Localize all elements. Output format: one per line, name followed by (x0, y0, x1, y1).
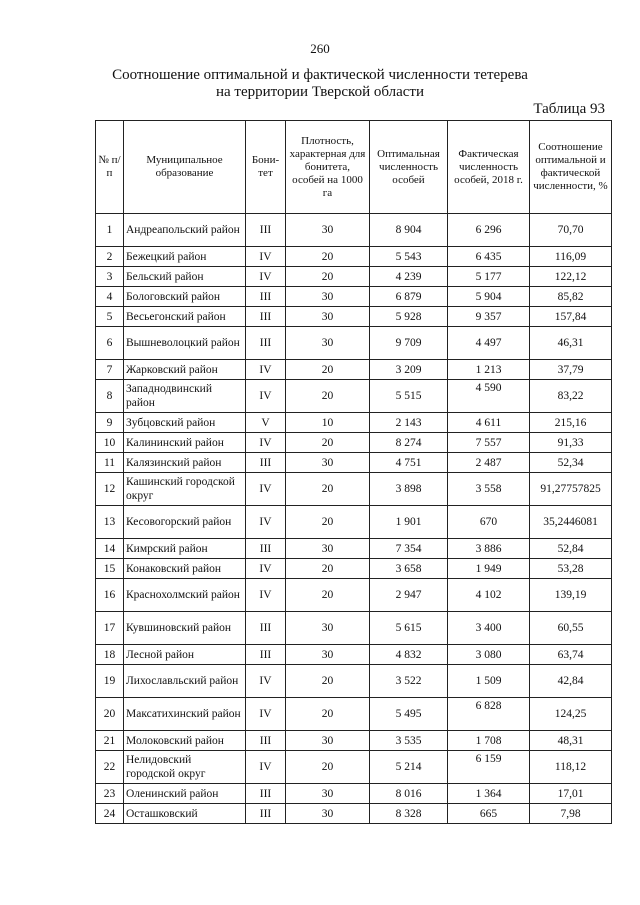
header-bonitet: Бони-тет (246, 121, 286, 214)
row-number: 2 (96, 247, 124, 267)
row-municipality: Нелидовский городской округ (124, 751, 246, 784)
table-row (96, 214, 612, 247)
row-actual: 6 828 (448, 698, 530, 731)
row-bonitet: III (246, 287, 286, 307)
row-ratio: 42,84 (530, 665, 612, 698)
header-density: Плотность, характерная для бонитета, особей на 1000 га (286, 121, 370, 214)
row-bonitet: IV (246, 360, 286, 380)
row-municipality: Весьегонский район (124, 307, 246, 327)
header-num: № п/п (96, 121, 124, 214)
row-actual: 2 487 (448, 453, 530, 473)
row-number: 21 (96, 731, 124, 751)
row-municipality: Лихославльский район (124, 665, 246, 698)
row-bonitet: IV (246, 579, 286, 612)
row-number: 19 (96, 665, 124, 698)
row-density: 20 (286, 267, 370, 287)
row-bonitet: IV (246, 559, 286, 579)
row-actual: 6 159 (448, 751, 530, 784)
row-number: 16 (96, 579, 124, 612)
row-actual: 670 (448, 506, 530, 539)
row-density: 30 (286, 784, 370, 804)
row-optimal: 3 898 (370, 473, 448, 506)
row-optimal: 7 354 (370, 539, 448, 559)
row-optimal: 4 239 (370, 267, 448, 287)
row-actual: 7 557 (448, 433, 530, 453)
table-row (96, 267, 612, 287)
row-municipality: Максатихинский район (124, 698, 246, 731)
row-optimal: 8 274 (370, 433, 448, 453)
row-density: 10 (286, 413, 370, 433)
row-ratio: 37,79 (530, 360, 612, 380)
row-ratio: 70,70 (530, 214, 612, 247)
row-ratio: 118,12 (530, 751, 612, 784)
page-number: 260 (310, 41, 330, 56)
row-optimal: 5 515 (370, 380, 448, 413)
row-municipality: Зубцовский район (124, 413, 246, 433)
row-actual: 9 357 (448, 307, 530, 327)
row-optimal: 5 214 (370, 751, 448, 784)
row-actual: 4 590 (448, 380, 530, 413)
row-municipality: Бежецкий район (124, 247, 246, 267)
row-municipality: Кесовогорский район (124, 506, 246, 539)
row-municipality: Молоковский район (124, 731, 246, 751)
row-density: 20 (286, 579, 370, 612)
row-density: 20 (286, 473, 370, 506)
table-row (96, 247, 612, 267)
table-caption: Таблица 93 (533, 101, 605, 117)
table-row (96, 804, 612, 824)
row-number: 24 (96, 804, 124, 824)
row-bonitet: III (246, 612, 286, 645)
row-actual: 1 949 (448, 559, 530, 579)
row-bonitet: III (246, 731, 286, 751)
row-density: 20 (286, 380, 370, 413)
header-municipality: Муниципальное образование (124, 121, 246, 214)
row-municipality: Оленинский район (124, 784, 246, 804)
row-bonitet: IV (246, 267, 286, 287)
row-number: 4 (96, 287, 124, 307)
row-optimal: 5 928 (370, 307, 448, 327)
row-number: 14 (96, 539, 124, 559)
header-ratio: Соотношение оптимальной и фактической численности, % (530, 121, 612, 214)
row-actual: 1 213 (448, 360, 530, 380)
row-bonitet: V (246, 413, 286, 433)
row-actual: 4 497 (448, 327, 530, 360)
row-ratio: 52,34 (530, 453, 612, 473)
row-ratio: 85,82 (530, 287, 612, 307)
table-row (96, 506, 612, 539)
row-ratio: 139,19 (530, 579, 612, 612)
row-optimal: 8 016 (370, 784, 448, 804)
row-optimal: 3 535 (370, 731, 448, 751)
table-row (96, 698, 612, 731)
row-optimal: 2 143 (370, 413, 448, 433)
row-density: 30 (286, 327, 370, 360)
row-ratio: 35,2446081 (530, 506, 612, 539)
row-number: 18 (96, 645, 124, 665)
row-actual: 1 364 (448, 784, 530, 804)
row-optimal: 4 751 (370, 453, 448, 473)
row-bonitet: III (246, 804, 286, 824)
title-line-1: Соотношение оптимальной и фактической численности тетерева (112, 67, 528, 83)
table-row (96, 784, 612, 804)
row-density: 20 (286, 247, 370, 267)
row-optimal: 8 328 (370, 804, 448, 824)
table-body (96, 214, 612, 824)
table-row (96, 307, 612, 327)
row-ratio: 63,74 (530, 645, 612, 665)
row-actual: 6 435 (448, 247, 530, 267)
row-municipality: Калининский район (124, 433, 246, 453)
row-actual: 5 177 (448, 267, 530, 287)
header-optimal: Оптимальная численность особей (370, 121, 448, 214)
row-municipality: Западнодвинский район (124, 380, 246, 413)
row-ratio: 53,28 (530, 559, 612, 579)
row-municipality: Жарковский район (124, 360, 246, 380)
row-number: 3 (96, 267, 124, 287)
row-number: 5 (96, 307, 124, 327)
row-municipality: Бологовский район (124, 287, 246, 307)
row-actual: 665 (448, 804, 530, 824)
row-number: 12 (96, 473, 124, 506)
row-density: 30 (286, 645, 370, 665)
row-optimal: 9 709 (370, 327, 448, 360)
row-ratio: 122,12 (530, 267, 612, 287)
row-density: 30 (286, 214, 370, 247)
row-municipality: Андреапольский район (124, 214, 246, 247)
table-row (96, 539, 612, 559)
row-number: 23 (96, 784, 124, 804)
row-ratio: 60,55 (530, 612, 612, 645)
row-municipality: Кашинский городской округ (124, 473, 246, 506)
table-row (96, 287, 612, 307)
row-actual: 3 886 (448, 539, 530, 559)
row-bonitet: IV (246, 698, 286, 731)
row-bonitet: IV (246, 665, 286, 698)
table-row (96, 579, 612, 612)
row-density: 30 (286, 612, 370, 645)
row-municipality: Кувшиновский район (124, 612, 246, 645)
row-ratio: 17,01 (530, 784, 612, 804)
row-density: 30 (286, 731, 370, 751)
row-number: 8 (96, 380, 124, 413)
row-density: 20 (286, 559, 370, 579)
row-bonitet: III (246, 784, 286, 804)
row-actual: 3 558 (448, 473, 530, 506)
row-municipality: Бельский район (124, 267, 246, 287)
row-bonitet: III (246, 307, 286, 327)
table-row (96, 731, 612, 751)
row-density: 20 (286, 665, 370, 698)
row-density: 20 (286, 751, 370, 784)
header-actual: Фактическая численность особей, 2018 г. (448, 121, 530, 214)
title-line-2: на территории Тверской области (215, 84, 424, 100)
row-optimal: 1 901 (370, 506, 448, 539)
row-bonitet: IV (246, 380, 286, 413)
row-actual: 1 509 (448, 665, 530, 698)
row-optimal: 5 495 (370, 698, 448, 731)
row-density: 30 (286, 804, 370, 824)
row-ratio: 116,09 (530, 247, 612, 267)
row-ratio: 48,31 (530, 731, 612, 751)
row-optimal: 3 209 (370, 360, 448, 380)
row-number: 17 (96, 612, 124, 645)
row-municipality: Лесной район (124, 645, 246, 665)
row-bonitet: III (246, 645, 286, 665)
row-ratio: 91,33 (530, 433, 612, 453)
row-density: 20 (286, 433, 370, 453)
table-row (96, 751, 612, 784)
row-number: 20 (96, 698, 124, 731)
row-optimal: 5 543 (370, 247, 448, 267)
row-number: 11 (96, 453, 124, 473)
row-density: 20 (286, 698, 370, 731)
row-ratio: 124,25 (530, 698, 612, 731)
table-row (96, 665, 612, 698)
row-ratio: 46,31 (530, 327, 612, 360)
row-bonitet: IV (246, 433, 286, 453)
row-number: 15 (96, 559, 124, 579)
row-density: 30 (286, 539, 370, 559)
row-ratio: 83,22 (530, 380, 612, 413)
row-ratio: 157,84 (530, 307, 612, 327)
row-optimal: 6 879 (370, 287, 448, 307)
row-density: 30 (286, 453, 370, 473)
row-number: 10 (96, 433, 124, 453)
row-actual: 5 904 (448, 287, 530, 307)
table-row (96, 645, 612, 665)
row-municipality: Кимрский район (124, 539, 246, 559)
row-bonitet: III (246, 453, 286, 473)
header-row (96, 121, 612, 214)
table-row (96, 380, 612, 413)
row-number: 13 (96, 506, 124, 539)
row-optimal: 3 658 (370, 559, 448, 579)
row-optimal: 8 904 (370, 214, 448, 247)
row-density: 20 (286, 360, 370, 380)
row-municipality: Калязинский район (124, 453, 246, 473)
row-actual: 3 400 (448, 612, 530, 645)
row-actual: 4 611 (448, 413, 530, 433)
table-row (96, 453, 612, 473)
table-row (96, 559, 612, 579)
row-bonitet: III (246, 539, 286, 559)
row-municipality: Конаковский район (124, 559, 246, 579)
table-row (96, 360, 612, 380)
row-number: 7 (96, 360, 124, 380)
row-bonitet: IV (246, 506, 286, 539)
row-municipality: Вышневолоцкий район (124, 327, 246, 360)
table-row (96, 327, 612, 360)
row-optimal: 4 832 (370, 645, 448, 665)
row-ratio: 7,98 (530, 804, 612, 824)
row-optimal: 2 947 (370, 579, 448, 612)
row-ratio: 215,16 (530, 413, 612, 433)
row-ratio: 91,27757825 (530, 473, 612, 506)
row-ratio: 52,84 (530, 539, 612, 559)
row-municipality: Краснохолмский район (124, 579, 246, 612)
row-bonitet: IV (246, 473, 286, 506)
row-number: 9 (96, 413, 124, 433)
row-number: 6 (96, 327, 124, 360)
row-density: 20 (286, 506, 370, 539)
table-title (0, 67, 640, 101)
row-bonitet: III (246, 327, 286, 360)
row-density: 30 (286, 287, 370, 307)
row-actual: 6 296 (448, 214, 530, 247)
row-number: 1 (96, 214, 124, 247)
table-row (96, 612, 612, 645)
table-row (96, 433, 612, 453)
row-optimal: 3 522 (370, 665, 448, 698)
row-actual: 4 102 (448, 579, 530, 612)
row-bonitet: IV (246, 751, 286, 784)
population-table (95, 120, 612, 824)
row-density: 30 (286, 307, 370, 327)
table-row (96, 413, 612, 433)
row-actual: 3 080 (448, 645, 530, 665)
row-bonitet: IV (246, 247, 286, 267)
row-actual: 1 708 (448, 731, 530, 751)
row-bonitet: III (246, 214, 286, 247)
table-row (96, 473, 612, 506)
row-number: 22 (96, 751, 124, 784)
row-optimal: 5 615 (370, 612, 448, 645)
row-municipality: Осташковский (124, 804, 246, 824)
